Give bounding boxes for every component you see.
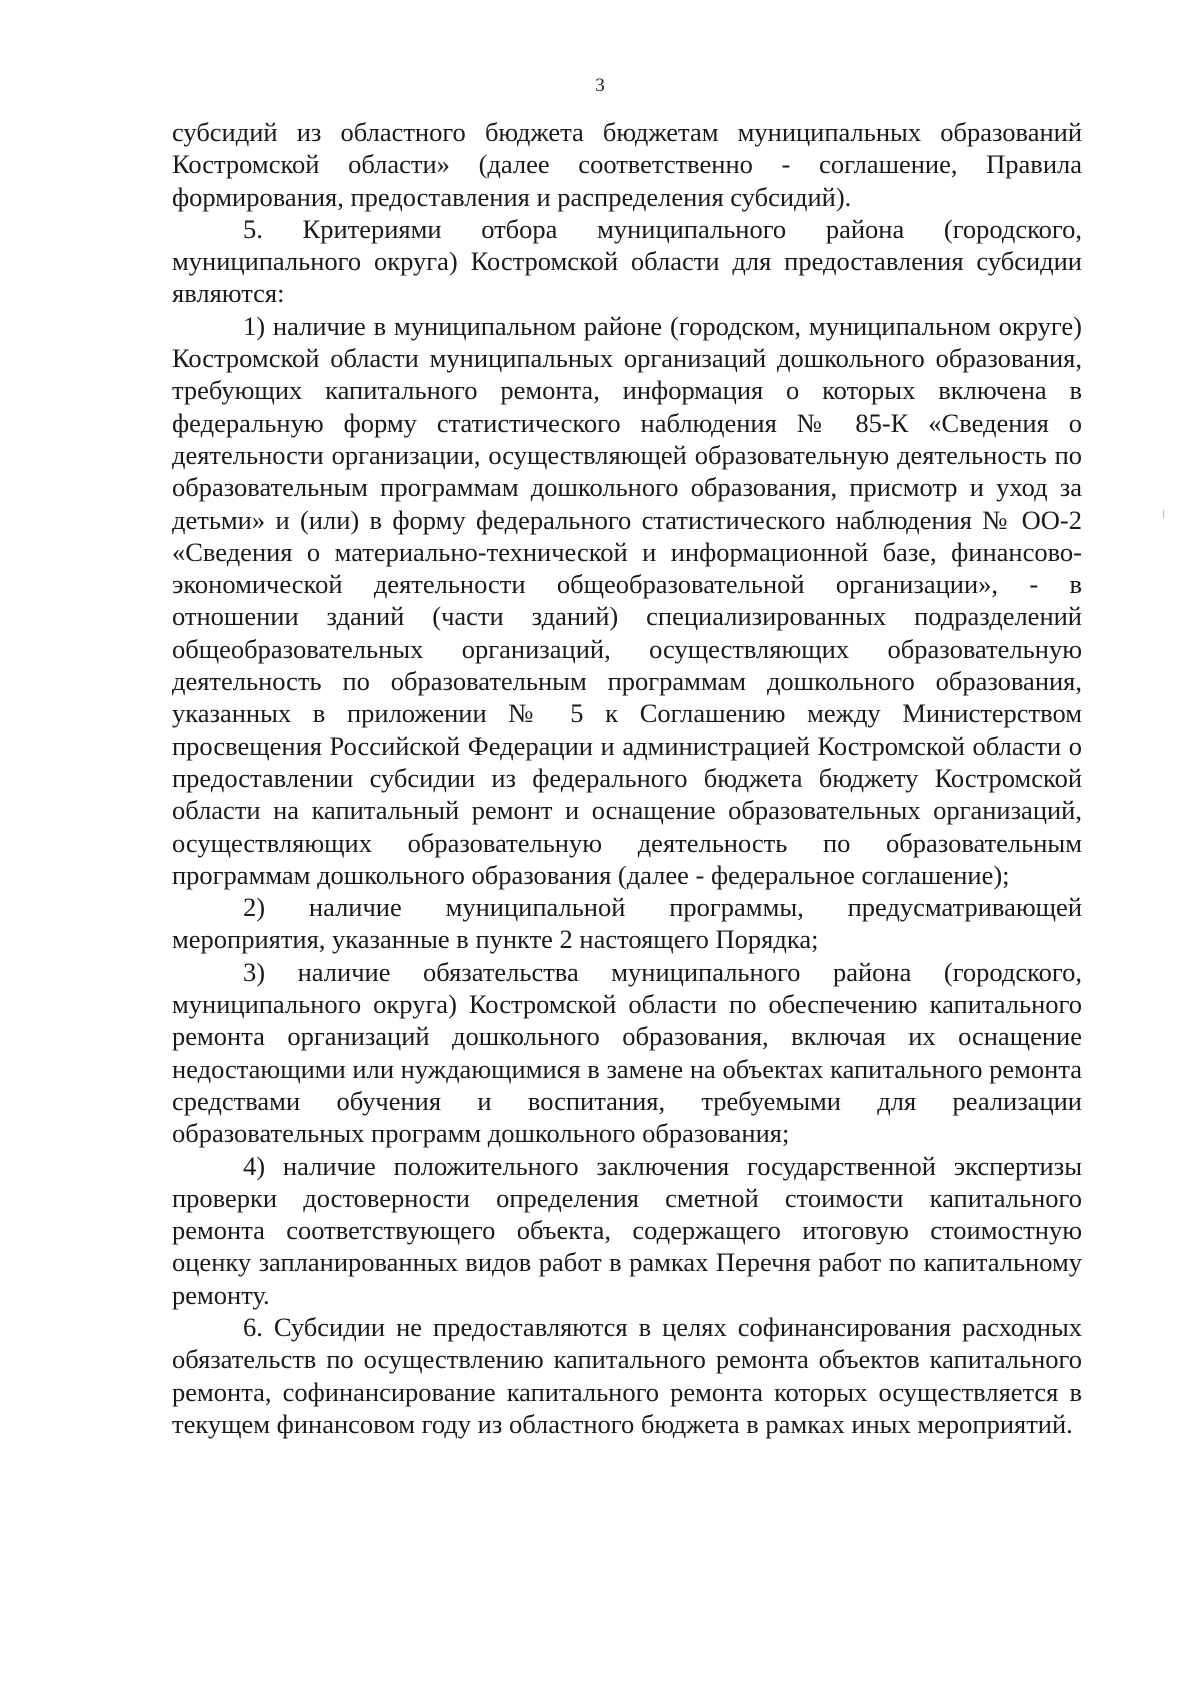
paragraph-item-6: 6. Субсидии не предоставляются в целях софинансирования расходных обязательств по осуществлению капитального ремонта объектов капитального ремонта, софинансирование капитального ремонта которых осуществляется в текущем финансовом году из областного бюджета в рамках иных мероприятий. <box>172 1311 1082 1439</box>
paragraph-subitem-2: 2) наличие муниципальной программы, предусматривающей мероприятия, указанные в пункте 2 настоящего Порядка; <box>172 892 1082 955</box>
page-number: 3 <box>595 75 605 96</box>
paragraph-continuation: субсидий из областного бюджета бюджетам муниципальных образований Костромской области» (далее соответственно - соглашение, Правила формирования, предоставления и распределения субсидий). <box>172 117 1082 212</box>
paragraph-subitem-1: 1) наличие в муниципальном районе (городском, муниципальном округе) Костромской области муниципальных организаций дошкольного образования, требующих капитального ремонта, информация о которых включена в федеральную форму статистического наблюдения № 85-К «Сведения о деятельности организации, осуществляющей образовательную деятельность по образовательным программам дошкольного образования, присмотр и уход за детьми» и (или) в форму федерального статистического наблюдения № ОО-2 «Сведения о материально-технической и информационной базе, финансово-экономической деятельности общеобразовательной организации», - в отношении зданий (части зданий) специализированных подразделений общеобразовательных организаций, осуществляющих образовательную деятельность по образовательным программам дошкольного образования, указанных в приложении № 5 к Соглашению между Министерством просвещения Российской Федерации и администрацией Костромской области о предоставлении субсидии из федерального бюджета бюджету Костромской области на капитальный ремонт и оснащение образовательных организаций, осуществляющих образовательную деятельность по образовательным программам дошкольного образования (далее - федеральное соглашение); <box>172 310 1082 890</box>
paragraph-subitem-3: 3) наличие обязательства муниципального района (городского, муниципального округа) Костромской области по обеспечению капитального ремонта организаций дошкольного образования, включая их оснащение недостающими или нуждающимися в замене на объектах капитального ремонта средствами обучения и воспитания, требуемыми для реализации образовательных программ дошкольного образования; <box>172 956 1082 1149</box>
scan-artifact <box>1163 510 1164 518</box>
document-body <box>172 116 1082 1440</box>
paragraph-subitem-4: 4) наличие положительного заключения государственной экспертизы проверки достоверности определения сметной стоимости капитального ремонта соответствующего объекта, содержащего итоговую стоимостную оценку запланированных видов работ в рамках Перечня работ по капитальному ремонту. <box>172 1150 1082 1310</box>
paragraph-item-5: 5. Критериями отбора муниципального района (городского, муниципального округа) Костромской области для предоставления субсидии являются: <box>172 213 1082 309</box>
